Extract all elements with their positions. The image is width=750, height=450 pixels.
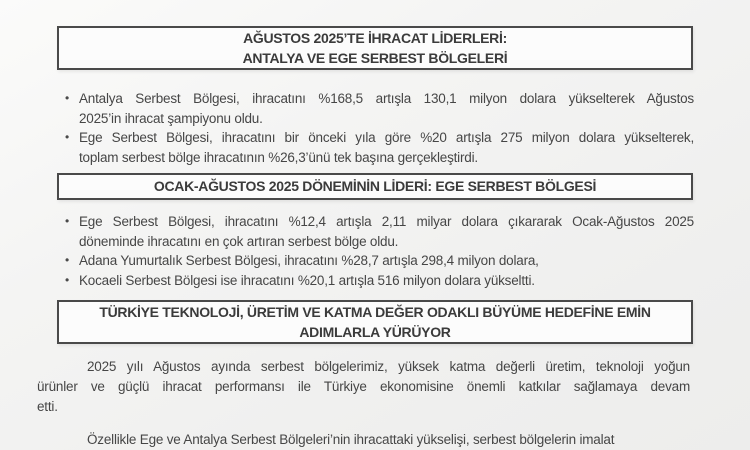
list-item (62, 251, 694, 271)
bullet-text-line: Ege Serbest Bölgesi, ihracatını bir önceki yıla göre %20 artışla 275 milyon dolara yükselterek, (79, 130, 694, 145)
bullet-text-line: Antalya Serbest Bölgesi, ihracatını %168,5 artışla 130,1 milyon dolara yükselterek Ağustos (79, 91, 694, 106)
list-item (62, 212, 694, 251)
title-line: TÜRKİYE TEKNOLOJİ, ÜRETİM VE KATMA DEĞER ODAKLI BÜYÜME HEDEFİNE EMİN (99, 304, 651, 320)
list-item (62, 128, 694, 167)
bullet-icon: • (65, 130, 70, 144)
paragraph-line: Özellikle Ege ve Antalya Serbest Bölgeleri’nin ihracattaki yükselişi, serbest bölgelerin imalat (87, 432, 615, 447)
body-paragraph (37, 430, 690, 450)
bullet-text-line: Ege Serbest Bölgesi, ihracatını %12,4 artışla 2,11 milyar dolara çıkararak Ocak-Ağustos 2025 (79, 214, 694, 229)
bullet-text-line: döneminde ihracatını en çok artıran serbest bölge oldu. (79, 233, 399, 249)
title-line: ANTALYA VE EGE SERBEST BÖLGELERİ (242, 50, 508, 66)
bullet-icon: • (65, 253, 70, 267)
list-item (62, 271, 694, 291)
header-box-january-august-leader (57, 173, 693, 200)
header-box-turkey-growth-goal (57, 300, 693, 344)
title-line: OCAK-AĞUSTOS 2025 DÖNEMİNİN LİDERİ: EGE SERBEST BÖLGESİ (153, 178, 597, 194)
paragraph-line: etti. (37, 399, 58, 414)
bullet-text-line: toplam serbest bölge ihracatının %26,3’ünü tek başına gerçekleştirdi. (79, 149, 478, 165)
bullet-text-line: 2025’in ihracat şampiyonu oldu. (79, 110, 263, 126)
bullet-icon: • (65, 272, 70, 287)
january-august-highlights-list (62, 212, 694, 290)
bullet-text-line: Adana Yumurtalık Serbest Bölgesi, ihracatını %28,7 artışla 298,4 milyon dolara, (79, 253, 539, 268)
august-highlights-list (62, 89, 694, 167)
body-paragraph (37, 357, 690, 417)
title-line: ADIMLARLA YÜRÜYOR (299, 324, 451, 340)
paragraph-line: ürünler ve güçlü ihracat performansı ile Türkiye ekonomisine önemli katkılar sağlamaya devam (37, 379, 690, 394)
title-line: AĞUSTOS 2025’TE İHRACAT LİDERLERİ: (243, 30, 507, 46)
paragraph-line: 2025 yılı Ağustos ayında serbest bölgelerimiz, yüksek katma değerli üretim, teknoloji yoğun (87, 359, 690, 374)
bullet-icon: • (65, 214, 70, 228)
bullet-text-line: Kocaeli Serbest Bölgesi ise ihracatını %20,1 artışla 516 milyon dolara yükseltti. (79, 272, 535, 288)
header-box-august-export-leaders (57, 26, 693, 70)
list-item (62, 89, 694, 128)
bullet-icon: • (65, 91, 70, 105)
